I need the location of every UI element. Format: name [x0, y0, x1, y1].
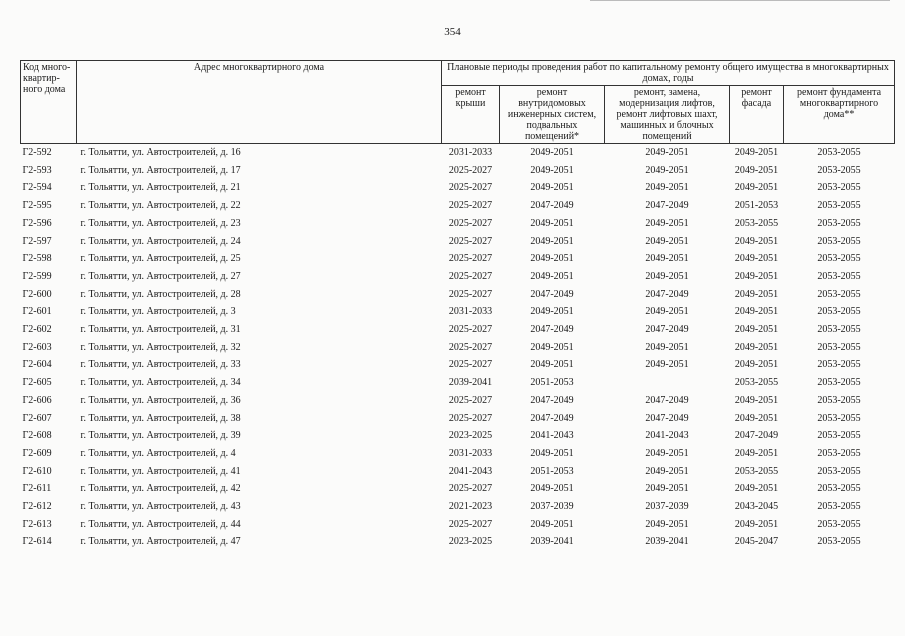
cell-facade: 2049-2051 — [734, 288, 779, 300]
table-row — [21, 144, 895, 162]
cell-address: г. Тольятти, ул. Автостроителей, д. 36 — [80, 394, 241, 406]
cell-facade: 2049-2051 — [734, 483, 779, 495]
table-row — [21, 268, 895, 286]
cell-systems: 2049-2051 — [530, 182, 574, 194]
cell-address: г. Тольятти, ул. Автостроителей, д. 33 — [80, 359, 241, 371]
cell-address: г. Тольятти, ул. Автостроителей, д. 25 — [80, 253, 241, 265]
cell-foundation: 2053-2055 — [817, 288, 861, 300]
cell-code: Г2-602 — [22, 324, 52, 336]
cell-facade: 2049-2051 — [734, 306, 779, 318]
cell-address: г. Тольятти, ул. Автостроителей, д. 3 — [80, 306, 236, 318]
cell-code: Г2-608 — [22, 430, 52, 442]
cell-code: Г2-612 — [22, 501, 52, 513]
cell-code: Г2-597 — [22, 235, 52, 247]
cell-foundation: 2053-2055 — [817, 536, 861, 548]
cell-address: г. Тольятти, ул. Автостроителей, д. 41 — [80, 465, 241, 477]
cell-code: Г2-603 — [22, 341, 52, 353]
table-row — [21, 339, 895, 357]
header-systems: ремонт внутридомовых инженерных систем, подвальных помещений* — [500, 86, 605, 144]
cell-elevators — [605, 374, 730, 392]
cell-facade: 2049-2051 — [734, 147, 779, 158]
table-row — [21, 321, 895, 339]
cell-systems: 2047-2049 — [530, 394, 574, 406]
capital-repair-schedule-table — [20, 60, 895, 551]
cell-roof: 2025-2027 — [448, 359, 493, 371]
cell-foundation: 2053-2055 — [817, 430, 861, 442]
cell-elevators: 2047-2049 — [645, 288, 689, 300]
cell-foundation: 2053-2055 — [817, 465, 861, 477]
cell-elevators: 2049-2051 — [645, 235, 689, 247]
cell-code: Г2-600 — [22, 288, 52, 300]
header-roof: ремонт крыши — [442, 86, 500, 144]
cell-facade: 2045-2047 — [734, 536, 779, 548]
cell-foundation: 2053-2055 — [817, 147, 861, 158]
cell-foundation: 2053-2055 — [817, 200, 861, 212]
cell-facade: 2049-2051 — [734, 518, 779, 530]
cell-code: Г2-596 — [22, 217, 52, 229]
cell-roof: 2025-2027 — [448, 412, 493, 424]
cell-address: г. Тольятти, ул. Автостроителей, д. 39 — [80, 430, 241, 442]
cell-code: Г2-606 — [22, 394, 52, 406]
header-facade: ремонт фасада — [730, 86, 784, 144]
scan-top-rule — [590, 0, 890, 1]
cell-roof: 2025-2027 — [448, 288, 493, 300]
cell-roof: 2041-2043 — [448, 465, 493, 477]
table-body — [21, 144, 895, 552]
cell-roof: 2025-2027 — [448, 200, 493, 212]
cell-code: Г2-611 — [22, 483, 52, 495]
cell-elevators: 2049-2051 — [645, 341, 689, 353]
cell-code: Г2-593 — [22, 164, 52, 176]
cell-systems: 2049-2051 — [530, 147, 574, 158]
cell-elevators: 2049-2051 — [645, 270, 689, 282]
cell-facade: 2053-2055 — [734, 377, 779, 389]
cell-address: г. Тольятти, ул. Автостроителей, д. 43 — [80, 501, 241, 513]
cell-address: г. Тольятти, ул. Автостроителей, д. 21 — [80, 182, 241, 194]
cell-facade: 2049-2051 — [734, 447, 779, 459]
cell-systems: 2047-2049 — [530, 200, 574, 212]
cell-facade: 2049-2051 — [734, 182, 779, 194]
cell-code: Г2-598 — [22, 253, 52, 265]
cell-elevators: 2041-2043 — [645, 430, 689, 442]
cell-foundation: 2053-2055 — [817, 182, 861, 194]
cell-address: г. Тольятти, ул. Автостроителей, д. 23 — [80, 217, 241, 229]
cell-facade: 2049-2051 — [734, 341, 779, 353]
cell-roof: 2025-2027 — [448, 324, 493, 336]
cell-code: Г2-609 — [22, 447, 52, 459]
cell-foundation: 2053-2055 — [817, 270, 861, 282]
table-row — [21, 516, 895, 534]
cell-code: Г2-595 — [22, 200, 52, 212]
cell-foundation: 2053-2055 — [817, 359, 861, 371]
cell-elevators: 2049-2051 — [645, 447, 689, 459]
cell-address: г. Тольятти, ул. Автостроителей, д. 32 — [80, 341, 241, 353]
cell-address: г. Тольятти, ул. Автостроителей, д. 34 — [80, 377, 241, 389]
cell-systems: 2041-2043 — [530, 430, 574, 442]
cell-foundation: 2053-2055 — [817, 394, 861, 406]
cell-code: Г2-594 — [22, 182, 52, 194]
cell-systems: 2049-2051 — [530, 235, 574, 247]
cell-roof: 2025-2027 — [448, 182, 493, 194]
cell-foundation: 2053-2055 — [817, 501, 861, 513]
cell-elevators: 2049-2051 — [645, 518, 689, 530]
cell-facade: 2049-2051 — [734, 412, 779, 424]
cell-foundation: 2053-2055 — [817, 324, 861, 336]
cell-code: Г2-599 — [22, 270, 52, 282]
cell-foundation: 2053-2055 — [817, 164, 861, 176]
cell-elevators: 2037-2039 — [645, 501, 689, 513]
cell-roof: 2031-2033 — [448, 147, 493, 158]
cell-roof: 2025-2027 — [448, 394, 493, 406]
cell-foundation: 2053-2055 — [817, 306, 861, 318]
cell-code: Г2-592 — [22, 147, 52, 158]
table-row — [21, 179, 895, 197]
cell-elevators: 2047-2049 — [645, 412, 689, 424]
cell-roof: 2025-2027 — [448, 483, 493, 495]
cell-systems: 2049-2051 — [530, 447, 574, 459]
cell-systems: 2039-2041 — [530, 536, 574, 548]
cell-systems: 2047-2049 — [530, 288, 574, 300]
cell-facade: 2049-2051 — [734, 359, 779, 371]
cell-elevators: 2049-2051 — [645, 465, 689, 477]
cell-address: г. Тольятти, ул. Автостроителей, д. 4 — [80, 447, 236, 459]
cell-roof: 2025-2027 — [448, 518, 493, 530]
cell-systems: 2049-2051 — [530, 359, 574, 371]
table-row — [21, 480, 895, 498]
cell-roof: 2025-2027 — [448, 217, 493, 229]
table-row — [21, 233, 895, 251]
cell-facade: 2049-2051 — [734, 164, 779, 176]
cell-code: Г2-604 — [22, 359, 52, 371]
cell-code: Г2-614 — [22, 536, 52, 548]
header-address: Адрес многоквартирного дома — [77, 61, 442, 144]
cell-systems: 2051-2053 — [530, 377, 574, 389]
table-row — [21, 197, 895, 215]
cell-roof: 2031-2033 — [448, 447, 493, 459]
cell-address: г. Тольятти, ул. Автостроителей, д. 47 — [80, 536, 241, 548]
cell-systems: 2047-2049 — [530, 412, 574, 424]
cell-roof: 2025-2027 — [448, 164, 493, 176]
cell-foundation: 2053-2055 — [817, 447, 861, 459]
table-row — [21, 463, 895, 481]
table-row — [21, 445, 895, 463]
cell-foundation: 2053-2055 — [817, 235, 861, 247]
header-code: Код много-квартир-ного дома — [21, 61, 77, 144]
table-row — [21, 392, 895, 410]
cell-foundation: 2053-2055 — [817, 341, 861, 353]
cell-roof: 2039-2041 — [448, 377, 493, 389]
cell-code: Г2-605 — [22, 377, 52, 389]
cell-elevators: 2047-2049 — [645, 324, 689, 336]
cell-systems: 2051-2053 — [530, 465, 574, 477]
cell-facade: 2051-2053 — [734, 200, 779, 212]
cell-systems: 2037-2039 — [530, 501, 574, 513]
header-foundation: ремонт фундамента многоквартирного дома** — [784, 86, 895, 144]
cell-address: г. Тольятти, ул. Автостроителей, д. 16 — [80, 147, 241, 158]
cell-facade: 2053-2055 — [734, 217, 779, 229]
cell-elevators: 2039-2041 — [645, 536, 689, 548]
cell-elevators: 2049-2051 — [645, 306, 689, 318]
cell-elevators: 2047-2049 — [645, 200, 689, 212]
table-row — [21, 162, 895, 180]
cell-foundation: 2053-2055 — [817, 253, 861, 265]
cell-address: г. Тольятти, ул. Автостроителей, д. 24 — [80, 235, 241, 247]
cell-roof: 2025-2027 — [448, 270, 493, 282]
cell-facade: 2047-2049 — [734, 430, 779, 442]
cell-address: г. Тольятти, ул. Автостроителей, д. 42 — [80, 483, 241, 495]
header-periods: Плановые периоды проведения работ по капитальному ремонту общего имущества в многоквартирных домах, годы — [442, 61, 895, 86]
cell-facade: 2049-2051 — [734, 270, 779, 282]
cell-systems: 2047-2049 — [530, 324, 574, 336]
cell-systems: 2049-2051 — [530, 518, 574, 530]
cell-facade: 2043-2045 — [734, 501, 779, 513]
cell-address: г. Тольятти, ул. Автостроителей, д. 31 — [80, 324, 241, 336]
table-row — [21, 410, 895, 428]
cell-roof: 2025-2027 — [448, 341, 493, 353]
cell-address: г. Тольятти, ул. Автостроителей, д. 22 — [80, 200, 241, 212]
cell-elevators: 2049-2051 — [645, 359, 689, 371]
cell-roof: 2023-2025 — [448, 536, 493, 548]
cell-address: г. Тольятти, ул. Автостроителей, д. 17 — [80, 164, 241, 176]
table-row — [21, 498, 895, 516]
cell-facade: 2049-2051 — [734, 324, 779, 336]
cell-elevators: 2049-2051 — [645, 253, 689, 265]
cell-elevators: 2049-2051 — [645, 483, 689, 495]
cell-facade: 2049-2051 — [734, 394, 779, 406]
table-row — [21, 374, 895, 392]
cell-roof: 2023-2025 — [448, 430, 493, 442]
cell-systems: 2049-2051 — [530, 306, 574, 318]
cell-code: Г2-613 — [22, 518, 52, 530]
cell-systems: 2049-2051 — [530, 217, 574, 229]
cell-elevators: 2047-2049 — [645, 394, 689, 406]
cell-address: г. Тольятти, ул. Автостроителей, д. 38 — [80, 412, 241, 424]
cell-elevators: 2049-2051 — [645, 217, 689, 229]
cell-roof: 2025-2027 — [448, 253, 493, 265]
cell-facade: 2049-2051 — [734, 253, 779, 265]
cell-address: г. Тольятти, ул. Автостроителей, д. 27 — [80, 270, 241, 282]
header-elevators: ремонт, замена, модернизация лифтов, ремонт лифтовых шахт, машинных и блочных помещений — [605, 86, 730, 144]
cell-roof: 2025-2027 — [448, 235, 493, 247]
table-row — [21, 286, 895, 304]
cell-systems: 2049-2051 — [530, 253, 574, 265]
cell-systems: 2049-2051 — [530, 164, 574, 176]
cell-code: Г2-601 — [22, 306, 52, 318]
cell-systems: 2049-2051 — [530, 483, 574, 495]
cell-facade: 2053-2055 — [734, 465, 779, 477]
cell-systems: 2049-2051 — [530, 341, 574, 353]
cell-roof: 2031-2033 — [448, 306, 493, 318]
cell-foundation: 2053-2055 — [817, 483, 861, 495]
cell-code: Г2-610 — [22, 465, 52, 477]
cell-foundation: 2053-2055 — [817, 412, 861, 424]
cell-facade: 2049-2051 — [734, 235, 779, 247]
cell-roof: 2021-2023 — [448, 501, 493, 513]
cell-code: Г2-607 — [22, 412, 52, 424]
table-row — [21, 533, 895, 551]
cell-foundation: 2053-2055 — [817, 217, 861, 229]
table-row — [21, 215, 895, 233]
table-row — [21, 250, 895, 268]
cell-elevators: 2049-2051 — [645, 164, 689, 176]
cell-address: г. Тольятти, ул. Автостроителей, д. 44 — [80, 518, 241, 530]
cell-foundation: 2053-2055 — [817, 518, 861, 530]
cell-address: г. Тольятти, ул. Автостроителей, д. 28 — [80, 288, 241, 300]
cell-elevators: 2049-2051 — [645, 182, 689, 194]
table-row — [21, 427, 895, 445]
cell-systems: 2049-2051 — [530, 270, 574, 282]
page-number: 354 — [444, 26, 461, 38]
cell-foundation: 2053-2055 — [817, 377, 861, 389]
cell-elevators: 2049-2051 — [645, 147, 689, 158]
table-row — [21, 356, 895, 374]
table-row — [21, 303, 895, 321]
